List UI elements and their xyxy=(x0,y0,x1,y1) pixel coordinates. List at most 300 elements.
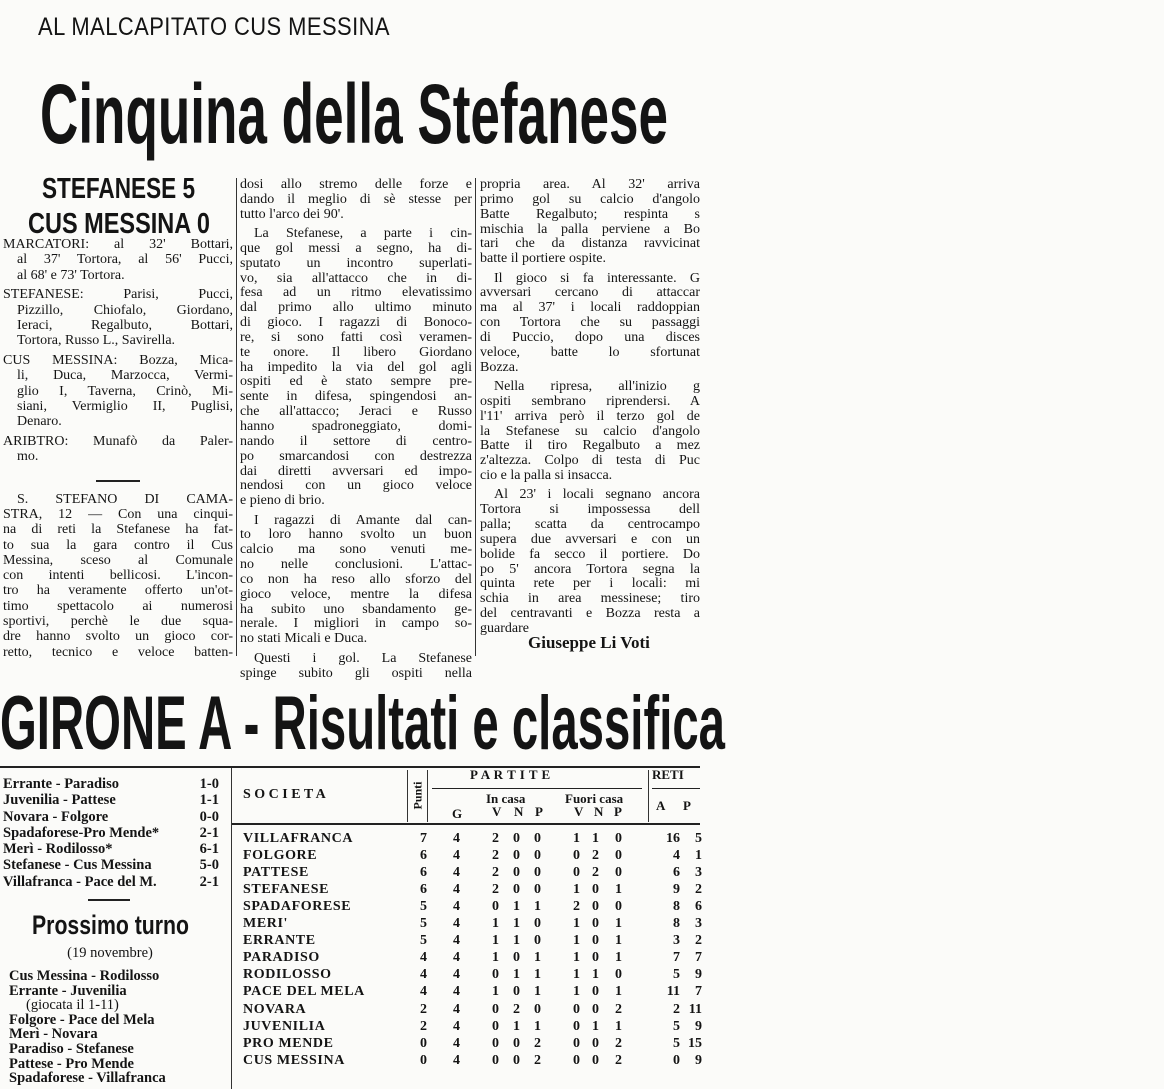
result-score: 5-0 xyxy=(199,857,219,874)
headline xyxy=(40,67,1034,161)
article-line: Questi i gol. La Stefanese xyxy=(254,650,472,666)
article-line: Bozza. xyxy=(480,359,519,375)
standings-cell-r: 1 xyxy=(695,848,702,864)
result-score: 6-1 xyxy=(199,841,219,858)
standings-cell-h: 2 xyxy=(492,865,499,881)
standings-cell-r: 3 xyxy=(695,865,702,881)
standings-cell-a: 0 xyxy=(573,865,580,881)
table-rule xyxy=(432,788,642,789)
result-match: Novara - Folgore xyxy=(3,808,109,825)
article-line: siani, Vermiglio II, Puglisi, xyxy=(17,398,233,414)
standings-cell-r: 5 xyxy=(673,1018,680,1034)
standings-cell-g: 4 xyxy=(453,882,460,898)
article-line: ha subito uno sbandamento ge- xyxy=(240,601,472,617)
article-line: glio I, Taverna, Crinò, Mi- xyxy=(17,383,233,399)
article-paragraph xyxy=(480,488,700,636)
standings-cell-h: 0 xyxy=(513,865,520,881)
article-line: S. STEFANO DI CAMA- xyxy=(17,491,233,507)
result-score: 2-1 xyxy=(199,873,219,890)
article-line: Batte il tiro Regalbuto a mez xyxy=(480,438,700,454)
standings-cell-h: 2 xyxy=(513,1001,520,1017)
article-line: vo, sia all'attacco che in di- xyxy=(240,270,472,286)
article-line: nendosi con un gioco veloce xyxy=(240,478,472,494)
article-line: nerale. I migliori in campo so- xyxy=(240,616,472,632)
article-paragraph xyxy=(3,492,233,660)
article-paragraph xyxy=(3,353,233,429)
article-paragraph xyxy=(240,178,472,223)
standings-cell-r: 3 xyxy=(673,933,680,949)
score-line-home xyxy=(42,175,239,204)
article-line: STEFANESE: Parisi, Pucci, xyxy=(3,287,233,303)
article-line: timo spettacolo ai numerosi xyxy=(3,598,233,614)
article-line: dre hanno svolto un gioco cor- xyxy=(3,629,233,645)
standings-cell-h: 1 xyxy=(492,916,499,932)
article-line: Ieraci, Regalbuto, Bottari, xyxy=(17,317,233,333)
article-line: MARCATORI: al 32' Bottari, xyxy=(3,237,233,252)
section-rule xyxy=(0,766,700,768)
standings-cell-punti: 4 xyxy=(420,984,427,1000)
article-line: del centravanti e Bozza resta a xyxy=(480,606,700,622)
article-line: fesa ad un ritmo elevatissimo xyxy=(240,285,472,301)
standings-cell-a: 0 xyxy=(615,848,622,864)
standings-cell-h: 1 xyxy=(534,984,541,1000)
article-line: Pizzillo, Chiofalo, Giordano, xyxy=(17,302,233,318)
standings-cell-g: 4 xyxy=(453,899,460,915)
article-paragraph xyxy=(3,434,233,465)
standings-cell-g: 4 xyxy=(453,1018,460,1034)
article-line: sputato un incontro superlati- xyxy=(240,255,472,271)
standings-cell-a: 1 xyxy=(573,950,580,966)
standings-cell-r: 8 xyxy=(673,899,680,915)
article-line: nando il settore di centro- xyxy=(240,433,472,449)
article-line: ospiti sembrano riprendersi. A xyxy=(480,393,700,409)
standings-cell-h: 1 xyxy=(513,967,520,983)
standings-cell-r: 6 xyxy=(695,899,702,915)
standings-cell-r: 11 xyxy=(688,1001,702,1017)
header-societa: S O C I E T A xyxy=(243,787,326,802)
result-score: 0-0 xyxy=(199,808,219,825)
standings-cell-g: 4 xyxy=(453,984,460,1000)
standings-cell-r: 3 xyxy=(695,916,702,932)
article-line: mischia la palla perviene a Bo xyxy=(480,221,700,237)
standings-cell-punti: 2 xyxy=(420,1001,427,1017)
standings-cell-r: 8 xyxy=(673,916,680,932)
standings-cell-h: 0 xyxy=(492,1001,499,1017)
article-line: Denaro. xyxy=(17,414,62,430)
standings-cell-a: 0 xyxy=(615,899,622,915)
standings-cell-h: 1 xyxy=(513,916,520,932)
standings-cell-g: 4 xyxy=(453,831,460,846)
article-paragraph xyxy=(240,514,472,648)
article-line: e pieno di brio. xyxy=(240,493,325,509)
article-line: sportivi, perchè le due squa- xyxy=(3,614,233,630)
standings-cell-a: 1 xyxy=(592,1018,599,1034)
standings-cell-a: 2 xyxy=(592,848,599,864)
article-paragraph xyxy=(480,380,700,484)
article-line: propria area. Al 32' arriva xyxy=(480,177,700,192)
standings-cell-h: 1 xyxy=(513,1018,520,1034)
standings-cell-a: 0 xyxy=(573,1052,580,1068)
article-paragraph xyxy=(480,272,700,376)
standings-cell-r: 15 xyxy=(688,1035,702,1051)
article-line: STRA, 12 — Con una cinqui- xyxy=(3,506,233,522)
article-line: ma al 37' i locali raddoppian xyxy=(480,300,700,316)
standings-cell-h: 2 xyxy=(492,882,499,898)
standings-cell-a: 0 xyxy=(573,1001,580,1017)
score-home-text: STEFANESE 5 xyxy=(42,173,195,205)
standings-cell-h: 2 xyxy=(534,1052,541,1068)
separator-rule xyxy=(88,899,130,901)
standings-cell-h: 1 xyxy=(534,899,541,915)
standings-cell-punti: 6 xyxy=(420,865,427,881)
standings-cell-g: 4 xyxy=(453,865,460,881)
result-score: 2-1 xyxy=(199,824,219,841)
article-line: Il gioco si fa interessante. G xyxy=(494,270,700,286)
standings-cell-h: 0 xyxy=(534,1001,541,1017)
standings-cell-h: 0 xyxy=(534,848,541,864)
header-punti: Punti xyxy=(410,781,425,810)
kicker-text: AL MALCAPITATO CUS MESSINA xyxy=(38,13,390,41)
standings-cell-h: 0 xyxy=(513,848,520,864)
standings-cell-h: 1 xyxy=(492,984,499,1000)
result-match: Juvenilia - Pattese xyxy=(3,792,116,809)
article-paragraph xyxy=(240,227,472,509)
article-paragraph xyxy=(3,287,233,348)
standings-cell-a: 0 xyxy=(615,831,622,846)
standings-cell-g: 4 xyxy=(453,916,460,932)
standings-cell-a: 1 xyxy=(573,933,580,949)
article-line: po smarcandosi con destrezza xyxy=(240,448,472,464)
article-line: con intenti bellicosi. L'incon- xyxy=(3,568,233,584)
fixture: Pattese - Pro Mende xyxy=(9,1055,134,1072)
standings-cell-r: 9 xyxy=(695,967,702,983)
standings-cell-r: 9 xyxy=(695,1018,702,1034)
article-line: Batte Regalbuto; respinta s xyxy=(480,206,700,222)
next-round-title-text: Prossimo turno xyxy=(32,910,189,940)
article-line: di gioco. I ragazzi di Bonoco- xyxy=(240,315,472,331)
standings-team: VILLAFRANCA xyxy=(243,831,354,846)
column-divider xyxy=(236,178,237,656)
standings-cell-punti: 6 xyxy=(420,882,427,898)
standings-cell-a: 2 xyxy=(615,1052,622,1068)
standings-cell-h: 0 xyxy=(513,1035,520,1051)
standings-cell-a: 0 xyxy=(592,1035,599,1051)
article-line: primo gol su calcio d'angolo xyxy=(480,191,700,207)
standings-cell-h: 0 xyxy=(534,831,541,846)
standings-cell-r: 9 xyxy=(695,1052,702,1068)
standings-cell-r: 7 xyxy=(673,950,680,966)
article-line: Messina, sceso al Comunale xyxy=(3,552,233,568)
section-title xyxy=(0,681,1164,766)
standings-cell-a: 2 xyxy=(615,1001,622,1017)
result-row xyxy=(3,841,219,857)
standings-cell-a: 2 xyxy=(592,865,599,881)
standings-cell-r: 11 xyxy=(666,984,680,1000)
table-rule xyxy=(427,770,428,822)
standings-team: RODILOSSO xyxy=(243,967,332,983)
standings-team: NOVARA xyxy=(243,1001,307,1017)
header-home-p: P xyxy=(535,804,543,819)
article-line: I ragazzi di Amante dal can- xyxy=(254,512,472,528)
standings-cell-a: 1 xyxy=(592,831,599,846)
next-round-list xyxy=(9,969,166,1086)
standings-cell-r: 4 xyxy=(673,848,680,864)
standings-team: STEFANESE xyxy=(243,882,330,898)
standings-cell-punti: 0 xyxy=(420,1035,427,1051)
standings-cell-a: 1 xyxy=(573,984,580,1000)
standings-cell-a: 1 xyxy=(615,916,622,932)
standings-cell-a: 0 xyxy=(592,882,599,898)
article-line: no nelle conclusioni. L'attac- xyxy=(240,557,472,573)
standings-cell-punti: 4 xyxy=(420,950,427,966)
article-line: con Tortora che su passaggi xyxy=(480,315,700,331)
result-row xyxy=(3,874,219,890)
standings-cell-r: 16 xyxy=(666,831,680,846)
standings-cell-a: 0 xyxy=(592,899,599,915)
header-away-v: V xyxy=(574,804,584,819)
standings-cell-g: 4 xyxy=(453,1001,460,1017)
standings-cell-h: 0 xyxy=(513,950,520,966)
header-away-n: N xyxy=(594,804,604,819)
article-line: di Puccio, dopo una disces xyxy=(480,329,700,345)
standings-cell-h: 1 xyxy=(534,950,541,966)
fixture: Merì - Novara xyxy=(9,1026,98,1043)
fixture: Spadaforese - Villafranca xyxy=(9,1070,166,1087)
article-line: ospiti ed è stato sempre pre- xyxy=(240,374,472,390)
article-line: la Stefanese su calcio d'angolo xyxy=(480,423,700,439)
article-line: al 68' e 73' Tortora. xyxy=(17,267,125,283)
fixture: Cus Messina - Rodilosso xyxy=(9,968,160,984)
article-line: bolide fa secco il portiere. Do xyxy=(480,546,700,562)
article-line: Al 23' i locali segnano ancora xyxy=(494,487,700,503)
result-match: Stefanese - Cus Messina xyxy=(3,857,152,874)
standings-cell-h: 0 xyxy=(534,933,541,949)
article-line: palla; scatta da centrocampo xyxy=(480,517,700,533)
standings-cell-r: 5 xyxy=(695,831,702,846)
standings-cell-a: 0 xyxy=(615,865,622,881)
standings-team: PRO MENDE xyxy=(243,1035,334,1051)
article-line: te onore. Il libero Giordano xyxy=(240,344,472,360)
standings-cell-a: 2 xyxy=(573,899,580,915)
result-match: Errante - Paradiso xyxy=(3,776,119,792)
next-round-date: (19 novembre) xyxy=(67,945,153,961)
article-line: Tortora si impossessa dell xyxy=(480,502,700,518)
standings-cell-a: 0 xyxy=(573,1035,580,1051)
fixture-note: (giocata il 1-11) xyxy=(26,997,119,1014)
standings-cell-a: 1 xyxy=(615,950,622,966)
article-column-3 xyxy=(480,178,700,637)
standings-cell-h: 0 xyxy=(513,882,520,898)
article-line: CUS MESSINA: Bozza, Mica- xyxy=(3,353,233,369)
standings-cell-h: 1 xyxy=(492,933,499,949)
article-line: tari che da distanza ravvicinat xyxy=(480,236,700,252)
kicker xyxy=(38,13,439,42)
standings-cell-a: 1 xyxy=(573,967,580,983)
standings-cell-a: 0 xyxy=(573,1018,580,1034)
article-line: batte il portiere ospite. xyxy=(480,251,606,267)
table-rule xyxy=(407,770,408,822)
fixture: Errante - Juvenilia xyxy=(9,982,127,999)
standings-cell-h: 2 xyxy=(534,1035,541,1051)
article-line: La Stefanese, a parte i cin- xyxy=(254,226,472,242)
header-in-casa: In casa xyxy=(486,791,526,806)
standings-cell-a: 1 xyxy=(615,933,622,949)
standings-cell-punti: 5 xyxy=(420,899,427,915)
article-line: to loro hanno svolto un buon xyxy=(240,527,472,543)
article-line: l'11' arriva però il terzo gol de xyxy=(480,408,700,424)
result-score: 1-0 xyxy=(199,776,219,792)
header-reti-a: A xyxy=(656,798,666,813)
standings-cell-g: 4 xyxy=(453,950,460,966)
standings-team: ERRANTE xyxy=(243,933,316,949)
result-row xyxy=(3,776,219,792)
standings-cell-g: 4 xyxy=(453,848,460,864)
result-match: Spadaforese-Pro Mende* xyxy=(3,824,160,841)
standings-cell-a: 1 xyxy=(615,882,622,898)
standings-team: PATTESE xyxy=(243,865,309,881)
result-match: Villafranca - Pace del M. xyxy=(3,873,157,890)
article-line: mo. xyxy=(17,449,39,465)
article-column-2 xyxy=(240,178,472,681)
article-line: Tortora, Russo L., Savirella. xyxy=(17,333,176,349)
article-line: supera due avversari e con un xyxy=(480,531,700,547)
score-line-away xyxy=(28,210,253,239)
next-round-title xyxy=(32,912,232,939)
standings-cell-a: 1 xyxy=(615,1018,622,1034)
article-line: co non ha reso allo sforzo del xyxy=(240,571,472,587)
article-line: spinge subito gli ospiti nella xyxy=(240,665,472,681)
article-line: sente in difesa, spingendosi an- xyxy=(240,389,472,405)
article-line: li, Duca, Marzocca, Vermi- xyxy=(17,368,233,384)
standings-cell-r: 7 xyxy=(695,950,702,966)
standings-cell-h: 0 xyxy=(492,1018,499,1034)
article-column-1 xyxy=(3,237,233,660)
article-line: ha impedito la via del gol agli xyxy=(240,359,472,375)
standings-cell-a: 1 xyxy=(573,882,580,898)
fixture: Folgore - Pace del Mela xyxy=(9,1011,155,1028)
byline: Giuseppe Li Voti xyxy=(528,633,650,652)
article-line: tutto l'arco dei 90'. xyxy=(240,206,344,222)
standings-team: CUS MESSINA xyxy=(243,1052,345,1068)
header-reti-p: P xyxy=(683,798,691,813)
result-row xyxy=(3,825,219,841)
header-home-n: N xyxy=(514,804,524,819)
separator-rule xyxy=(96,480,140,482)
standings-cell-r: 2 xyxy=(673,1001,680,1017)
standings-cell-h: 0 xyxy=(492,967,499,983)
standings-cell-a: 2 xyxy=(615,1035,622,1051)
standings-cell-punti: 5 xyxy=(420,933,427,949)
article-paragraph xyxy=(240,652,472,682)
standings-team: MERI' xyxy=(243,916,288,932)
article-line: calcio ma sono venuti me- xyxy=(240,542,472,558)
result-score: 1-1 xyxy=(199,792,219,809)
standings-cell-punti: 0 xyxy=(420,1052,427,1068)
standings-cell-punti: 7 xyxy=(420,831,427,846)
standings-cell-h: 1 xyxy=(534,1018,541,1034)
article-line: to sua la gara contro il Cus xyxy=(3,537,233,553)
article-line: dosi allo stremo delle forze e xyxy=(240,177,472,192)
article-line: que gol messi a segno, ha di- xyxy=(240,240,472,256)
result-row xyxy=(3,857,219,873)
article-paragraph xyxy=(3,237,233,283)
article-line: che all'attacco; Jeraci e Russo xyxy=(240,404,472,420)
article-line: Nella ripresa, all'inizio g xyxy=(494,378,700,394)
header-reti: RETI xyxy=(652,767,684,782)
standings-cell-a: 0 xyxy=(592,950,599,966)
standings-cell-h: 1 xyxy=(492,950,499,966)
standings-cell-h: 0 xyxy=(534,865,541,881)
article-line: retto, tecnico e veloce batten- xyxy=(3,644,233,660)
standings-team: SPADAFORESE xyxy=(243,899,352,915)
standings-cell-punti: 2 xyxy=(420,1018,427,1034)
standings-cell-punti: 4 xyxy=(420,967,427,983)
standings-cell-a: 1 xyxy=(615,984,622,1000)
article-line: schia in area messinese; tiro xyxy=(480,591,700,607)
result-row xyxy=(3,809,219,825)
standings-cell-a: 0 xyxy=(592,933,599,949)
standings-cell-a: 0 xyxy=(592,916,599,932)
standings-cell-h: 0 xyxy=(534,882,541,898)
standings-cell-r: 9 xyxy=(673,882,680,898)
standings-cell-h: 0 xyxy=(492,899,499,915)
standings-cell-h: 1 xyxy=(513,933,520,949)
standings-cell-a: 0 xyxy=(592,984,599,1000)
standings-cell-h: 1 xyxy=(513,899,520,915)
header-g: G xyxy=(452,806,463,821)
article-line: dando il meglio di sè stesse per xyxy=(240,191,472,207)
results-list xyxy=(3,776,219,890)
standings-cell-punti: 5 xyxy=(420,916,427,932)
standings-cell-h: 0 xyxy=(492,1052,499,1068)
result-row xyxy=(3,792,219,808)
standings-cell-h: 1 xyxy=(534,967,541,983)
standings-cell-g: 4 xyxy=(453,1052,460,1068)
article-line: guardare xyxy=(480,620,529,636)
header-partite: P A R T I T E xyxy=(470,767,551,782)
fixture: Paradiso - Stefanese xyxy=(9,1040,134,1057)
article-line: veloce, batte lo sfortunat xyxy=(480,344,700,360)
article-line: dai diretti avversari ed impo- xyxy=(240,463,472,479)
standings-cell-r: 5 xyxy=(673,1035,680,1051)
standings-cell-a: 1 xyxy=(573,831,580,846)
article-line: po 5' ancora Tortora segna la xyxy=(480,561,700,577)
standings-cell-h: 0 xyxy=(534,916,541,932)
article-line: z'altezza. Colpo di testa di Puc xyxy=(480,453,700,469)
standings-cell-a: 0 xyxy=(592,1052,599,1068)
score-away-text: CUS MESSINA 0 xyxy=(28,208,210,240)
article-line: tro ha veramente offerto un'ot- xyxy=(3,583,233,599)
standings-cell-r: 6 xyxy=(673,865,680,881)
article-line: quinta rete per i locali: mi xyxy=(480,576,700,592)
article-line: na di reti la Stefanese ha fat- xyxy=(3,522,233,538)
standings-cell-punti: 6 xyxy=(420,848,427,864)
section-title-text: GIRONE A - Risultati e classifica xyxy=(0,681,725,766)
header-home-v: V xyxy=(492,804,502,819)
table-rule xyxy=(232,823,700,825)
standings-cell-h: 0 xyxy=(513,1052,520,1068)
standings-cell-h: 2 xyxy=(492,848,499,864)
standings-team: FOLGORE xyxy=(243,848,318,864)
headline-text: Cinquina della Stefanese xyxy=(40,67,668,161)
standings-cell-r: 0 xyxy=(673,1052,680,1068)
standings-cell-r: 7 xyxy=(695,984,702,1000)
article-line: avversari cercano di attaccar xyxy=(480,285,700,301)
article-paragraph xyxy=(480,178,700,267)
article-line: re, si sono fatti così veramen- xyxy=(240,329,472,345)
standings-cell-h: 0 xyxy=(513,831,520,846)
standings-team: JUVENILIA xyxy=(243,1018,326,1034)
